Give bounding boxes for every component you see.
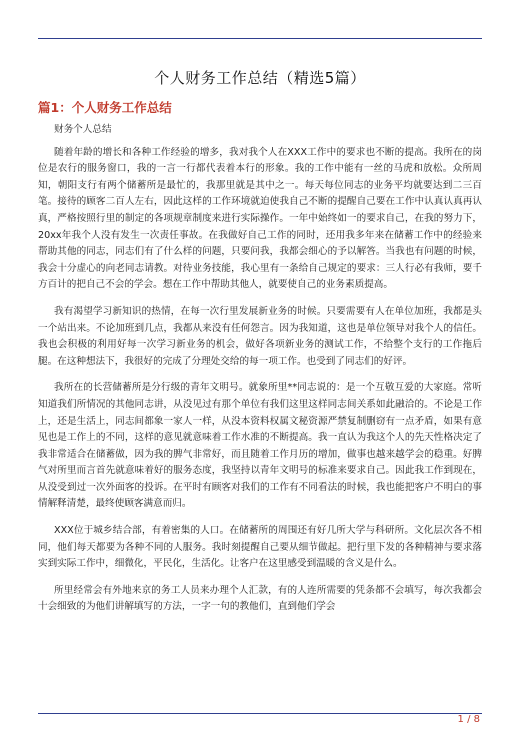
document-title: 个人财务工作总结（精选5篇） <box>154 69 366 87</box>
footer-rule <box>38 713 482 714</box>
paragraph-4: XXX位于城乡结合部，有着密集的人口。在储蓄所的周围还有好几所大学与科研所。文化层次各不相同，他们每天都要为各种不同的人服务。我时刻提醒自己要从细节做起。把行里下发的各种精神与要求落实到实际工作中，细微化，平民化，生活化。让客户在这里感受到温暖的含义是什么。 <box>38 525 482 570</box>
paragraph-3: 我所在的长营储蓄所是分行级的青年文明号。就象所里**同志说的：是一个互敬互爱的大家庭。常听知道我们所情况的其他同志讲，从没见过有那个单位有我们这里这样同志间关系如此融洽的。不论是工作上，还是生活上，同志间都象一家人一样，从没本资料权属文秘资源严禁复制删窃有一点矛盾，如果有意见也是工作上的不同，这样的意见就意味着工作水准的不断提高。我一直认为我这个人的先天性格决定了我非常适合在储蓄做，因为我的脾气非常好，而且随着工作月历的增加，做事也越来越学会的稳重。好脾气对所里而言首先就意味着好的服务态度，我坚持以青年文明号的标准来要求自己。因此我工作到现在，从没受到过一次外面客的投诉。在平时有顾客对我们的工作有不同看法的时候，我也能把客户不明白的事情解释清楚，最终使顾客满意而归。 <box>38 382 482 510</box>
document-body <box>38 122 482 626</box>
subtitle: 财务个人总结 <box>54 124 112 135</box>
page-indicator: 1 / 8 <box>457 714 480 725</box>
section-heading: 篇1：个人财务工作总结 <box>38 100 172 115</box>
paragraph-2: 我有渴望学习新知识的热情，在每一次行里发展新业务的时候。只要需要有人在单位加班，我都是头一个站出来。不论加班到几点，我都从来没有任何怨言。因为我知道，这也是单位领导对我个人的信任。我也会积极的利用好每一次学习新业务的机会，做好各项新业务的测试工作，不给整个支行的工作拖后腿。在这种想法下，我很好的完成了分理处交给的每一项工作。也受到了同志们的好评。 <box>38 305 482 367</box>
header-rule <box>38 38 482 39</box>
paragraph-1: 随着年龄的增长和各种工作经验的增多，我对我个人在XXX工作中的要求也不断的提高。我所在的岗位是农行的服务窗口，我的一言一行都代表着本行的形象。我的工作中能有一丝的马虎和放松。众所周知，朝阳支行有两个储蓄所是最忙的，我那里就是其中之一。每天每位同志的业务平均就要达到二三百笔。接待的顾客二百人左右，因此这样的工作环境就迫使我自己不断的提醒自己要在工作中认真认真再认真，严格按照行里的制定的各项规章制度来进行实际操作。一年中始终如一的要求自己，在我的努力下，20xx年我个人没有发生一次责任事故。在我做好自己工作的同时，还用我多年来在储蓄工作中的经验来帮助其他的同志，同志们有了什么样的问题，只要问我，我都会细心的予以解答。当我也有问题的时候，我会十分虚心的向老同志请教。对待业务技能，我心里有一条给自己规定的要求：三人行必有我师，要千方百计的把自己不会的学会。想在工作中帮助其他人，就要使自己的业务素质提高。 <box>38 146 482 291</box>
paragraph-5: 所里经常会有外地来京的务工人员来办理个人汇款，有的人连所需要的凭条都不会填写，每次我都会十会细致的为他们讲解填写的方法，一字一句的教他们，直到他们学会 <box>38 584 482 613</box>
